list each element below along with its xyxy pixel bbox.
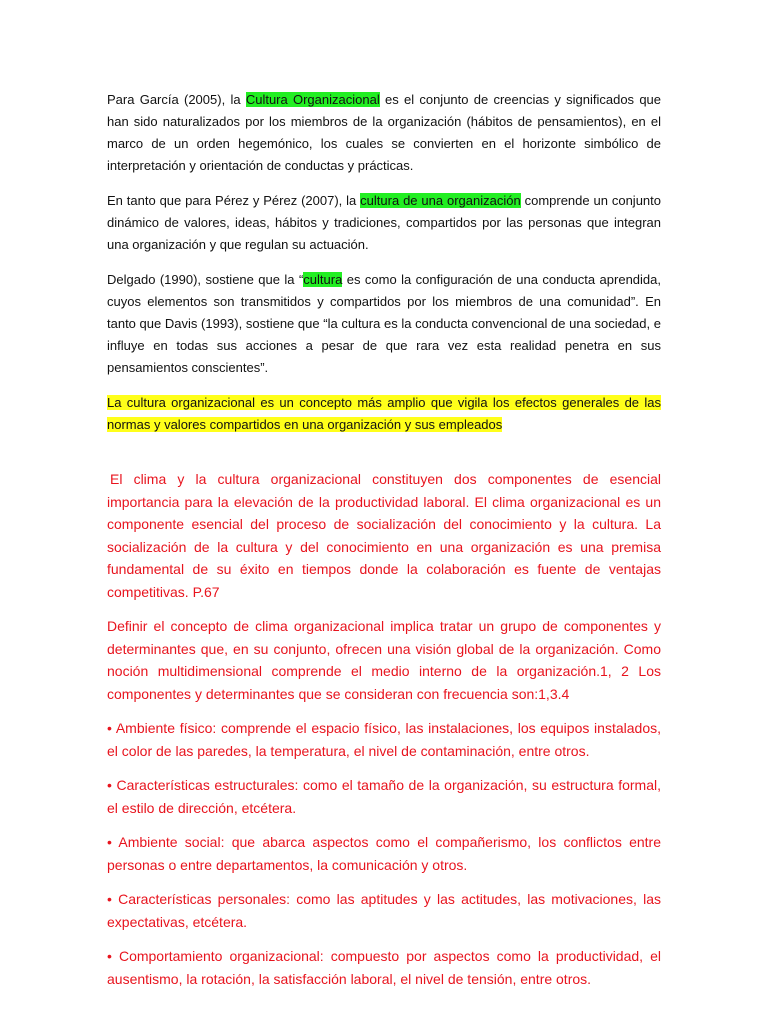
paragraph-clima-cultura: El clima y la cultura organizacional constituyen dos componentes de esencial importancia para la elevación de la productividad laboral. El clima organizacional es un componente esencial del proceso de socialización del conocimiento y la cultura. La socialización de la cultura y del conocimiento en una organización es una premisa fundamental de su éxito en tiempos donde la colaboración es fuente de ventajas competitivas. P.67: [107, 471, 661, 600]
paragraph-summary: [107, 392, 661, 436]
highlighted-term: cultura de una organización: [360, 193, 521, 208]
paragraph-definir-clima: Definir el concepto de clima organizacional implica tratar un grupo de componentes y determinantes que, en su conjunto, ofrecen una visión global de la organización. Como noción multidimensional comprende el medio interno de la organización.1, 2 Los componentes y determinantes que se consideran con frecuencia son:1,3.4: [107, 618, 661, 702]
paragraph-text: En tanto que para Pérez y Pérez (2007), la: [107, 193, 361, 208]
paragraph-text: Para García (2005), la: [107, 92, 246, 107]
highlighted-term: Cultura Organizacional: [245, 92, 380, 107]
paragraph-text: es el conjunto de creencias y significados que han sido naturalizados por los miembros de la organización (hábitos de pensamientos), en el marco de un orden hegemónico, los cuales se convierten en el horizonte simbólico de interpretación y orientación de conductas y prácticas.: [107, 92, 662, 173]
highlighted-term: cultura: [303, 272, 343, 287]
paragraph-text: comprende un conjunto dinámico de valores, ideas, hábitos y tradiciones, compartidos por las personas que integran una organización y que regulan su actuación.: [107, 193, 661, 252]
paragraph-text: es como la configuración de una conducta aprendida, cuyos elementos son transmitidos y compartidos por los miembros de una comunidad”. En tanto que Davis (1993), sostiene que “la cultura es la conducta convencional de una sociedad, e influye en todas sus acciones a pesar de que rara vez esta realidad penetra en sus pensamientos conscientes”.: [107, 272, 661, 375]
bullet-caracteristicas-personales: • Características personales: como las aptitudes y las actitudes, las motivaciones, las expectativas, etcétera.: [107, 891, 661, 930]
paragraph-garcia: [107, 89, 661, 177]
paragraph-perez: [107, 190, 661, 256]
paragraph-delgado: [107, 269, 661, 379]
paragraph-text: Delgado (1990), sostiene que la “: [107, 272, 304, 287]
bullet-caracteristicas-estructurales: • Características estructurales: como el tamaño de la organización, su estructura formal, el estilo de dirección, etcétera.: [107, 777, 661, 816]
document-body: [107, 89, 661, 1002]
bullet-ambiente-social: • Ambiente social: que abarca aspectos como el compañerismo, los conflictos entre personas o entre departamentos, la comunicación y otros.: [107, 834, 661, 873]
highlighted-sentence: La cultura organizacional es un concepto más amplio que vigila los efectos generales de las normas y valores compartidos en una organización y sus empleados: [107, 395, 661, 432]
bullet-ambiente-fisico: • Ambiente físico: comprende el espacio físico, las instalaciones, los equipos instalados, el color de las paredes, la temperatura, el nivel de contaminación, entre otros.: [107, 720, 661, 759]
bullet-comportamiento-organizacional: • Comportamiento organizacional: compuesto por aspectos como la productividad, el ausentismo, la rotación, la satisfacción laboral, el nivel de tensión, entre otros.: [107, 948, 661, 987]
